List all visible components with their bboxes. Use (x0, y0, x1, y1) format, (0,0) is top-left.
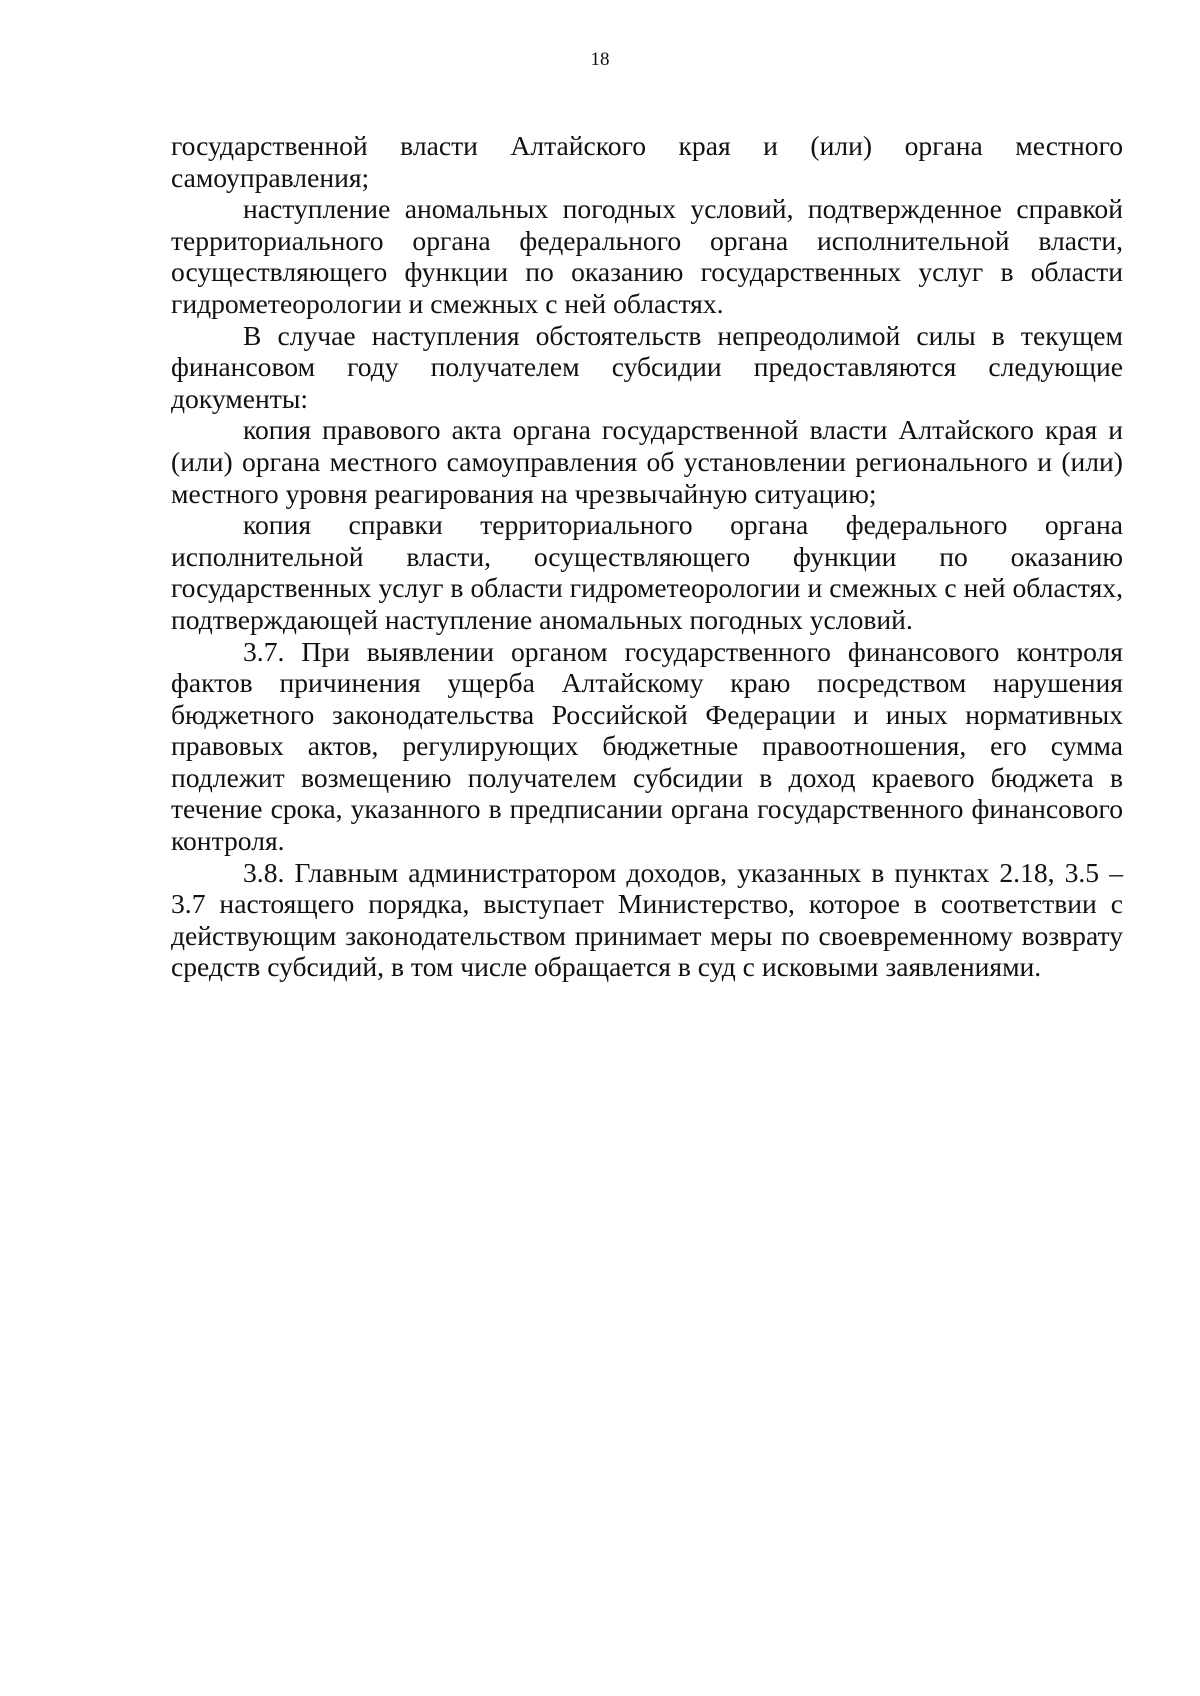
page-number: 18 (590, 49, 610, 70)
paragraph-legal-act-copy: копия правового акта органа государственной власти Алтайского края и (или) органа местного самоуправления об установлении регионального и (или) местного уровня реагирования на чрезвычайную ситуацию; (171, 414, 1123, 509)
paragraph-clause-3-8: 3.8. Главным администратором доходов, указанных в пунктах 2.18, 3.5 – 3.7 настоящего порядка, выступает Министерство, которое в соответствии с действующим законодательством принимает меры по своевременному возврату средств субсидий, в том числе обращается в суд с исковыми заявлениями. (171, 856, 1123, 983)
paragraph-anomalous-weather: наступление аномальных погодных условий, подтвержденное справкой территориального органа федерального органа исполнительной власти, осуществляющего функции по оказанию государственных услуг в области гидрометеорологии и смежных с ней областях. (171, 193, 1123, 319)
paragraph-force-majeure-documents: В случае наступления обстоятельств непреодолимой силы в текущем финансовом году получателем субсидии предоставляются следующие документы: (171, 319, 1123, 414)
document-body (171, 130, 1123, 983)
paragraph-clause-3-7: 3.7. При выявлении органом государственного финансового контроля фактов причинения ущерба Алтайскому краю посредством нарушения бюджетного законодательства Российской Федерации и иных нормативных правовых актов, регулирующих бюджетные правоотношения, его сумма подлежит возмещению получателем субсидии в доход краевого бюджета в течение срока, указанного в предписании органа государственного финансового контроля. (171, 635, 1123, 857)
paragraph-continuation: государственной власти Алтайского края и (или) органа местного самоуправления; (171, 130, 1123, 193)
paragraph-certificate-copy: копия справки территориального органа федерального органа исполнительной власти, осуществляющего функции по оказанию государственных услуг в области гидрометеорологии и смежных с ней областях, подтверждающей наступление аномальных погодных условий. (171, 509, 1123, 635)
